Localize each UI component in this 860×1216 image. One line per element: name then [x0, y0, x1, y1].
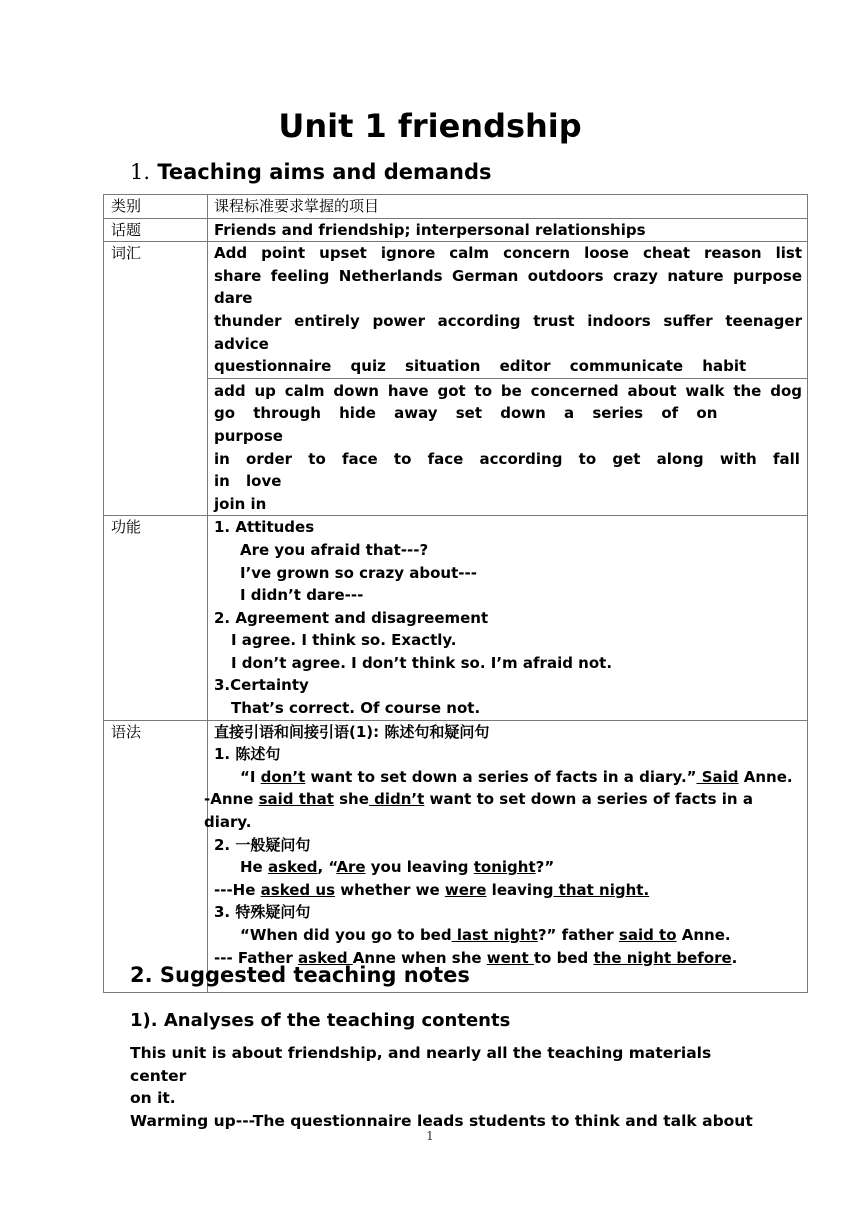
grammar-example: “When did you go to bed last night?” father said to Anne.: [240, 926, 731, 944]
vocabulary-words-cell: [208, 242, 808, 379]
paragraph-line: on it.: [130, 1089, 176, 1107]
table-row-phrases: [104, 378, 808, 516]
body-paragraph: [130, 1042, 770, 1132]
section-number: 1.: [130, 160, 151, 184]
function-line: I don’t agree. I don’t think so. I’m afraid not.: [231, 653, 613, 672]
function-line: I agree. I think so. Exactly.: [231, 631, 457, 650]
category-cell: 类别: [104, 195, 208, 219]
function-line: I’ve grown so crazy about---: [240, 563, 477, 582]
phrase-line: add up calm down have got to be concerned about walk the dog: [214, 381, 802, 400]
table-row-topic: [104, 218, 808, 242]
teaching-aims-table: [103, 194, 808, 993]
phrase-line: join in: [214, 494, 267, 513]
vocabulary-line: Add point upset ignore calm concern loose cheat reason list: [214, 244, 802, 263]
grammar-example: --- Father asked Anne when she went to bed the night before.: [214, 948, 738, 967]
paragraph-line: This unit is about friendship, and nearly all the teaching materials center: [130, 1044, 712, 1085]
table-row-vocabulary: [104, 242, 808, 379]
vocabulary-line: thunder entirely power according trust indoors suffer teenager advice: [214, 311, 802, 353]
category-cell: 功能: [104, 516, 208, 720]
paragraph-line: Warming up---The questionnaire leads students to think and talk about: [130, 1111, 753, 1130]
grammar-example: ---He asked us whether we were leaving that night.: [214, 880, 650, 899]
grammar-example: He asked, “Are you leaving tonight?”: [240, 858, 555, 877]
topic-cell: Friends and friendship; interpersonal relationships: [208, 218, 808, 242]
function-line: 3.Certainty: [214, 676, 309, 695]
table-row-grammar: [104, 720, 808, 992]
grammar-cell: [204, 720, 808, 992]
category-cell: 词汇: [104, 242, 208, 516]
subsection-heading: 1). Analyses of the teaching contents: [130, 1010, 511, 1031]
function-line: 2. Agreement and disagreement: [214, 608, 489, 627]
grammar-subtitle: 1. 陈述句: [214, 745, 281, 764]
function-line: That’s correct. Of course not.: [231, 699, 481, 718]
grammar-subtitle: 2. 一般疑问句: [214, 835, 311, 854]
vocabulary-line: questionnaire quiz situation editor communicate habit: [214, 357, 747, 376]
vocabulary-line: share feeling Netherlands German outdoors crazy nature purpose dare: [214, 266, 802, 308]
page-title: Unit 1 friendship: [278, 107, 582, 145]
items-header-cell: 课程标准要求掌握的项目: [208, 195, 808, 219]
section-heading-teaching-aims: [130, 157, 492, 187]
category-cell: 语法: [104, 720, 208, 992]
vocabulary-phrases-cell: [208, 378, 808, 516]
phrase-line: in order to face to face according to get along with fall in love: [214, 449, 800, 491]
table-row-function: [104, 516, 808, 720]
grammar-subtitle: 3. 特殊疑问句: [214, 903, 311, 922]
section-heading-teaching-notes: 2. Suggested teaching notes: [130, 963, 470, 987]
function-cell: [208, 516, 808, 720]
phrase-line: go through hide away set down a series of on purpose: [214, 404, 718, 445]
grammar-heading: 直接引语和间接引语(1): 陈述句和疑问句: [214, 722, 490, 741]
grammar-example: -Anne said that she didn’t want to set down a series of facts in a diary.: [204, 790, 753, 832]
section-title: Teaching aims and demands: [157, 160, 492, 184]
function-line: I didn’t dare---: [240, 586, 364, 605]
function-line: 1. Attitudes: [214, 518, 315, 537]
category-cell: 话题: [104, 218, 208, 242]
grammar-example: “I don’t want to set down a series of facts in a diary.” Said Anne.: [240, 767, 793, 786]
table-row-header: [104, 195, 808, 219]
page-number: 1: [426, 1129, 434, 1143]
function-line: Are you afraid that---?: [240, 540, 429, 559]
